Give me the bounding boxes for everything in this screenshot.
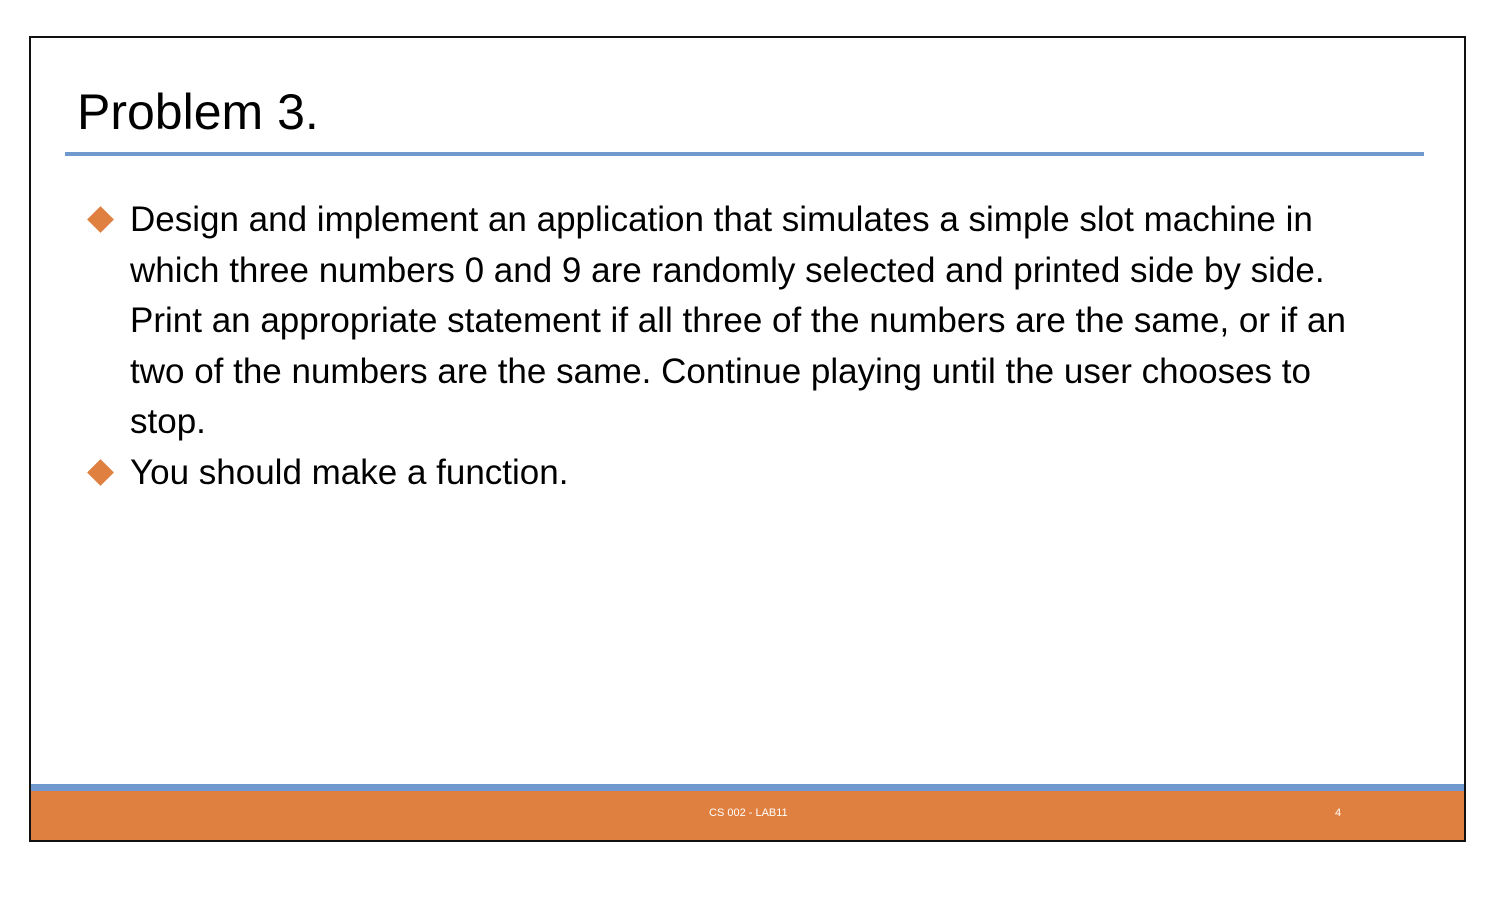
bullet-text: Design and implement an application that simulates a simple slot machine in which three numbers 0 and 9 are randomly selected and printed side by side. Print an appropriate statement if all three of the numbers are the same, or if an two of the numbers are the same. Continue playing until the user chooses to stop. — [130, 200, 1346, 441]
diamond-bullet-icon — [87, 459, 114, 486]
bullet-text: You should make a function. — [130, 452, 569, 492]
footer-bar — [31, 791, 1464, 842]
bullet-item — [87, 448, 1377, 499]
slide-title: Problem 3. — [77, 84, 319, 140]
bullet-item — [87, 195, 1377, 448]
footer-divider — [31, 784, 1464, 791]
bullet-list — [87, 195, 1377, 498]
footer-label: CS 002 - LAB11 — [709, 807, 788, 819]
slide — [29, 36, 1466, 842]
diamond-bullet-icon — [87, 206, 114, 233]
title-divider — [65, 152, 1424, 156]
page-number: 4 — [1335, 807, 1342, 819]
